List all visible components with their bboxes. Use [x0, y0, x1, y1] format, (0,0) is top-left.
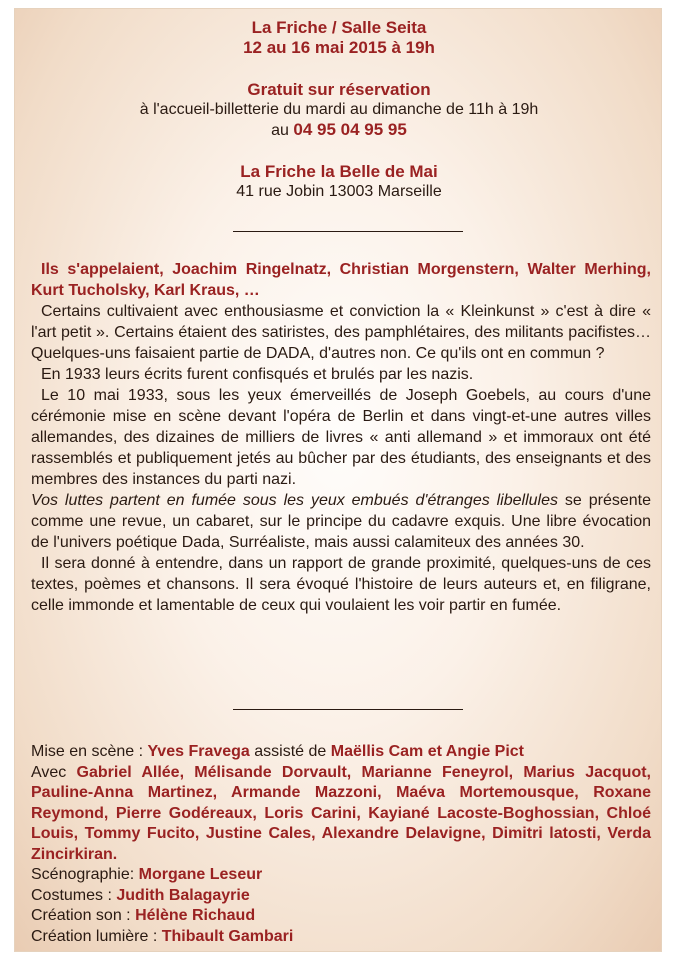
cast-names: Gabriel Allée, Mélisande Dorvault, Marianne Feneyrol, Marius Jacquot, Pauline-Anna Martinez, Armande Mazzoni, Maéva Mortemousque, Roxane Reymond, Pierre Godéreaux, Loris Carini, Kayiané Lacoste-Boghossian, Chloé Louis, Tommy Fucito, Justine Cales, Alexandre Delavigne, Dimitri latosti, Verda Zincirkiran. [31, 763, 652, 863]
credit-direction [31, 742, 651, 763]
direction-label: Mise en scène : [31, 743, 144, 760]
credit-cast [31, 763, 651, 866]
show-title: Vos luttes partent en fumée sous les yeux embués d'étranges libellules [31, 492, 558, 509]
costumes-name: Judith Balagayrie [116, 886, 250, 904]
assist-label: assisté de [254, 743, 327, 760]
paragraph-1: Certains cultivaient avec enthousiasme et conviction la « Kleinkunst » c'est à dire « l'art petit ». Certains étaient des satiristes, des pamphlétaires, des militants pacifistes… Quelques-uns faisaient partie de DADA, d'autres non. Ce qu'ils ont en commun ? [31, 303, 651, 362]
phone-number: 04 95 04 95 95 [293, 120, 407, 139]
credit-costumes [31, 886, 651, 907]
venue-line: La Friche / Salle Seita [251, 18, 427, 37]
scenography-name: Morgane Leseur [138, 866, 263, 883]
dates-line: 12 au 16 mai 2015 à 19h [243, 38, 435, 57]
light-name: Thibault Gambari [161, 927, 294, 945]
cast-label: Avec [31, 763, 67, 781]
free-line: Gratuit sur réservation [247, 80, 431, 99]
divider-bottom [233, 709, 463, 710]
address: 41 rue Jobin 13003 Marseille [236, 183, 442, 200]
paragraph-3: Le 10 mai 1933, sous les yeux émerveillés de Joseph Goebels, au cours d'une cérémonie mise en scène devant l'opéra de Berlin et dans vingt-et-une autres villes allemandes, des dizaines de milliers de livres « anti allemand » et immoraux ont été rassemblés et publiquement jetés au bûcher par des étudiants, des enseignants et des membres des instances du parti nazi. [31, 387, 651, 488]
place-name: La Friche la Belle de Mai [240, 162, 438, 181]
intro-names: Ils s'appelaient, Joachim Ringelnatz, Christian Morgenstern, Walter Merhing, Kurt Tucholsky, Karl Kraus, … [31, 261, 651, 299]
scenography-label: Scénographie: [31, 866, 135, 883]
credit-light [31, 927, 651, 948]
divider-top [233, 231, 463, 232]
flyer-page [14, 8, 662, 952]
assistant-names: Maëllis Cam et Angie Pict [330, 743, 525, 760]
credit-scenography [31, 865, 651, 886]
credit-sound [31, 906, 651, 927]
booking-line: à l'accueil-billetterie du mardi au dimanche de 11h à 19h [139, 101, 539, 118]
phone-prefix: au [271, 122, 289, 139]
paragraph-4-rest: se présente comme une revue, un cabaret, sur le principe du cadavre exquis. Une libre évocation de l'univers poétique Dada, Surréaliste, mais aussi calamiteux des années 30. [31, 492, 651, 551]
credits-block [31, 742, 651, 947]
paragraph-2: En 1933 leurs écrits furent confisqués et brulés par les nazis. [41, 366, 474, 383]
costumes-label: Costumes : [31, 886, 112, 904]
paragraph-5: Il sera donné à entendre, dans un rapport de grande proximité, quelques-uns de ces textes, poèmes et chansons. Il sera évoqué l'histoire de leurs auteurs et, en filigrane, celle immonde et lamentable de ceux qui voulaient les voir partir en fumée. [31, 555, 651, 614]
description-text [31, 259, 651, 616]
sound-label: Création son : [31, 907, 131, 924]
sound-name: Hélène Richaud [135, 907, 256, 924]
director-name: Yves Fravega [147, 743, 250, 760]
paragraph-4 [31, 490, 651, 553]
phone-line [15, 120, 663, 141]
light-label: Création lumière : [31, 927, 158, 945]
